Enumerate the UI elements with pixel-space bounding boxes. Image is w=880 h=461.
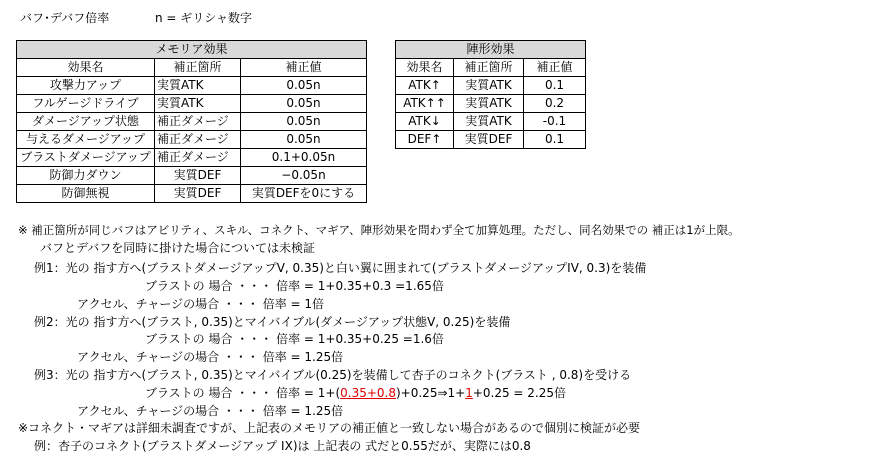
formation-value: 0.2 [524,95,586,113]
table-row [17,113,367,131]
example-3-blast-c: +0.25 = 2.25倍 [472,386,567,400]
table-row [17,131,367,149]
effect-name: 防御力ダウン [17,167,155,185]
note-connect-example: 例：杏子のコネクト(ブラストダメージアップ IX)は 上記表の 式だと0.55だが、実際には0.8 [34,439,531,453]
effect-value: 0.05n [241,113,367,131]
highlighted-sum: 0.35+0.8 [340,386,396,400]
formation-table [395,40,586,149]
table-row [396,77,586,95]
effect-target: 補正ダメージ [155,113,241,131]
effect-name: ブラストダメージアップ [17,149,155,167]
example-3: 例3：光の 指す方へ(ブラスト, 0.35)とマイバイブル(0.25)を装備して杏子のコネクト(ブラスト , 0.8)を受ける [34,368,632,382]
formation-header-name: 効果名 [396,59,454,77]
example-3-blast-a: ブラストの 場合 ・・・ 倍率 = 1+( [145,386,341,400]
effect-value: 0.05n [241,95,367,113]
formation-name: ATK↑ [396,77,454,95]
note-connect-magia: ※コネクト・マギアは詳細未調査ですが、上記表のメモリアの補正値と一致しない場合があるので個別に検証が必要 [18,421,641,435]
table-row [396,95,586,113]
note-debuff-unverified: バフとデバフを同時に掛けた場合については未検証 [40,241,316,255]
effect-target: 実質ATK [155,77,241,95]
memoria-header-target: 補正箇所 [155,59,241,77]
table-row [17,185,367,203]
effect-target: 補正ダメージ [155,149,241,167]
memoria-caption: メモリア効果 [17,41,367,59]
effect-value: 実質DEFを0にする [241,185,367,203]
formation-name: ATK↑↑ [396,95,454,113]
effect-value: 0.1+0.05n [241,149,367,167]
effect-value: 0.05n [241,77,367,95]
example-1: 例1：光の 指す方へ(ブラストダメージアップV, 0.35)と白い翼に囲まれて(ブラストダメージアップIV, 0.3)を装備 [34,261,647,275]
table-row [17,167,367,185]
formation-header-target: 補正箇所 [454,59,524,77]
effect-name: 与えるダメージアップ [17,131,155,149]
effect-name: フルゲージドライブ [17,95,155,113]
formation-name: ATK↓ [396,113,454,131]
formation-value: 0.1 [524,77,586,95]
effect-name: 防御無視 [17,185,155,203]
effect-target: 実質DEF [155,167,241,185]
example-1-blast: ブラストの 場合 ・・・ 倍率 = 1+0.35+0.3 =1.65倍 [145,279,444,293]
effect-value: 0.05n [241,131,367,149]
formation-value: -0.1 [524,113,586,131]
effect-target: 実質DEF [155,185,241,203]
memoria-table [16,40,367,203]
highlighted-cap: 1 [465,386,473,400]
effect-value: −0.05n [241,167,367,185]
formation-caption: 陣形効果 [396,41,586,59]
formation-value: 0.1 [524,131,586,149]
table-row [17,95,367,113]
formation-target: 実質DEF [454,131,524,149]
formation-target: 実質ATK [454,77,524,95]
table-row [17,149,367,167]
example-3-blast-b: )+0.25⇒1+ [396,386,466,400]
table-row [396,131,586,149]
effect-target: 実質ATK [155,95,241,113]
table-row [396,113,586,131]
page-title: バフ･デバフ倍率 [20,11,110,25]
example-2-blast: ブラストの 場合 ・・・ 倍率 = 1+0.35+0.25 =1.6倍 [145,332,444,346]
effect-target: 補正ダメージ [155,131,241,149]
example-2-other: アクセル、チャージの場合 ・・・ 倍率 = 1.25倍 [77,350,344,364]
table-row [17,77,367,95]
formation-name: DEF↑ [396,131,454,149]
formation-target: 実質ATK [454,95,524,113]
memoria-header-value: 補正値 [241,59,367,77]
effect-name: ダメージアップ状態 [17,113,155,131]
example-2: 例2：光の 指す方へ(ブラスト, 0.35)とマイバイブル(ダメージアップ状態V, 0.25)を装備 [34,315,511,329]
example-3-blast [145,385,566,401]
note-addition-rule: ※ 補正箇所が同じバフはアビリティ、スキル、コネクト、マギア、陣形効果を問わず全て加算処理。ただし、同名効果での 補正は1が上限。 [18,223,740,237]
example-1-other: アクセル、チャージの場合 ・・・ 倍率 = 1倍 [77,297,325,311]
memoria-header-name: 効果名 [17,59,155,77]
formation-target: 実質ATK [454,113,524,131]
title-note: n = ギリシャ数字 [155,11,253,25]
effect-name: 攻撃力アップ [17,77,155,95]
example-3-other: アクセル、チャージの場合 ・・・ 倍率 = 1.25倍 [77,404,344,418]
formation-header-value: 補正値 [524,59,586,77]
